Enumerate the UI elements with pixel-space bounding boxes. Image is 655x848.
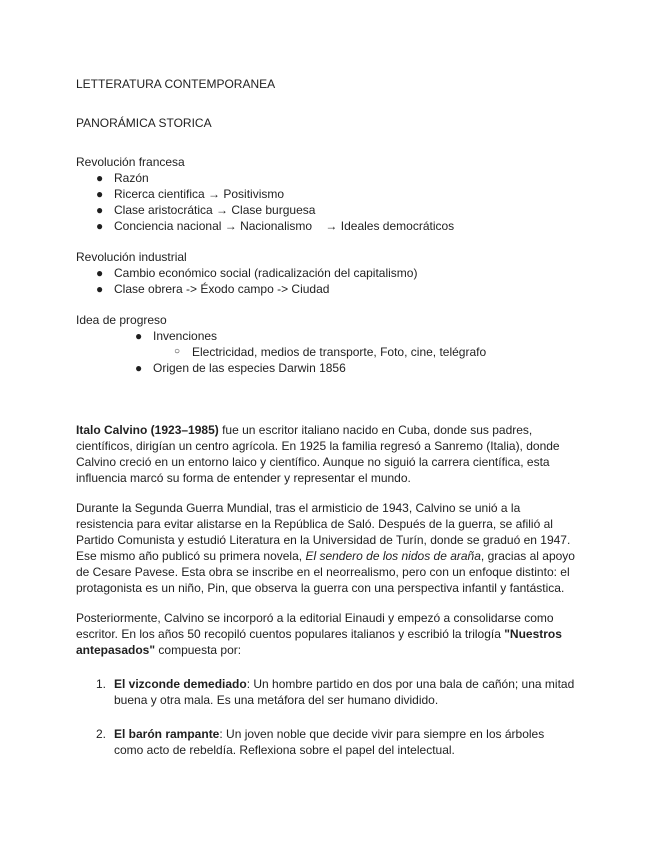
list-item: ● Razón: [96, 171, 149, 185]
sublist-invenciones: [76, 344, 576, 360]
list-item: ○ Electricidad, medios de transporte, Foto, cine, telégrafo: [174, 345, 487, 359]
bullet-icon: ●: [96, 219, 104, 233]
trilogy-item: 1. El vizconde demediado: Un hombre partido en dos por una bala de cañón; una mitad buena y otra mala. Es una metáfora del ser humano dividido.: [96, 677, 575, 707]
list-item: ● Origen de las especies Darwin 1856: [135, 361, 346, 375]
section-heading-revolucion-industrial: Revolución industrial: [76, 250, 187, 264]
document-subtitle: PANORÁMICA STORICA: [76, 116, 212, 130]
hollow-bullet-icon: ○: [174, 346, 181, 357]
list-item: ● Invenciones: [135, 329, 218, 343]
bullet-icon: ●: [96, 266, 104, 280]
bullet-icon: ●: [135, 329, 143, 343]
trilogy-list: [76, 676, 576, 758]
list-revolucion-francesa: [76, 170, 576, 234]
list-item: ● Conciencia nacional → Nacionalismo → Ideales democráticos: [96, 219, 455, 233]
list-idea-progreso-cont: [76, 360, 576, 376]
list-idea-progreso: [76, 328, 576, 344]
paragraph-calvino-einaudi: Posteriormente, Calvino se incorporó a la editorial Einaudi y empezó a consolidarse como escritor. En los años 50 recopiló cuentos populares italianos y escribió la trilogía "Nuestros antepasados" compuesta por:: [76, 611, 562, 657]
work-title: El barón rampante: [114, 727, 220, 741]
bullet-icon: ●: [96, 203, 104, 217]
bullet-icon: ●: [96, 187, 104, 201]
list-item: ● Cambio económico social (radicalización del capitalismo): [96, 266, 418, 280]
document-page: [76, 76, 576, 758]
section-heading-idea-progreso: Idea de progreso: [76, 313, 167, 327]
list-revolucion-industrial: [76, 265, 576, 297]
list-item: ● Ricerca cientifica → Positivismo: [96, 187, 285, 201]
trilogy-item: 2. El barón rampante: Un joven noble que decide vivir para siempre en los árboles como acto de rebeldía. Reflexiona sobre el papel del intelectual.: [96, 727, 545, 757]
trilogy-title: "Nuestros antepasados": [76, 627, 562, 657]
paragraph-calvino-war: Durante la Segunda Guerra Mundial, tras el armisticio de 1943, Calvino se unió a la resistencia para evitar alistarse en la República de Saló. Después de la guerra, se afilió al Partido Comunista y estudió Literatura en la Universidad de Turín, donde se graduó en 1947. Ese mismo año publicó su primera novela, El sendero de los nidos de araña, gracias al apoyo de Cesare Pavese. Esta obra se inscribe en el neorrealismo, pero con un enfoque distinto: el protagonista es un niño, Pin, que observa la guerra con una perspectiva infantil y fantástica.: [76, 501, 575, 595]
bullet-icon: ●: [96, 282, 104, 296]
document-title: LETTERATURA CONTEMPORANEA: [76, 77, 276, 91]
bullet-icon: ●: [135, 361, 143, 375]
work-title: El vizconde demediado: [114, 677, 247, 691]
paragraph-calvino-bio: Italo Calvino (1923–1985) fue un escritor italiano nacido en Cuba, donde sus padres, científicos, dirigían un centro agrícola. En 1925 la familia regresó a Sanremo (Italia), donde Calvino creció en un entorno laico y científico. Aunque no siguió la carrera científica, esta influencia marcó su forma de entender y representar el mundo.: [76, 423, 560, 485]
novel-title: El sendero de los nidos de araña: [305, 549, 481, 563]
bullet-icon: ●: [96, 171, 104, 185]
list-item: ● Clase aristocrática → Clase burguesa: [96, 203, 316, 217]
calvino-name: Italo Calvino (1923–1985): [76, 423, 219, 437]
list-item: ● Clase obrera -> Éxodo campo -> Ciudad: [96, 282, 330, 296]
section-heading-revolucion-francesa: Revolución francesa: [76, 155, 185, 169]
